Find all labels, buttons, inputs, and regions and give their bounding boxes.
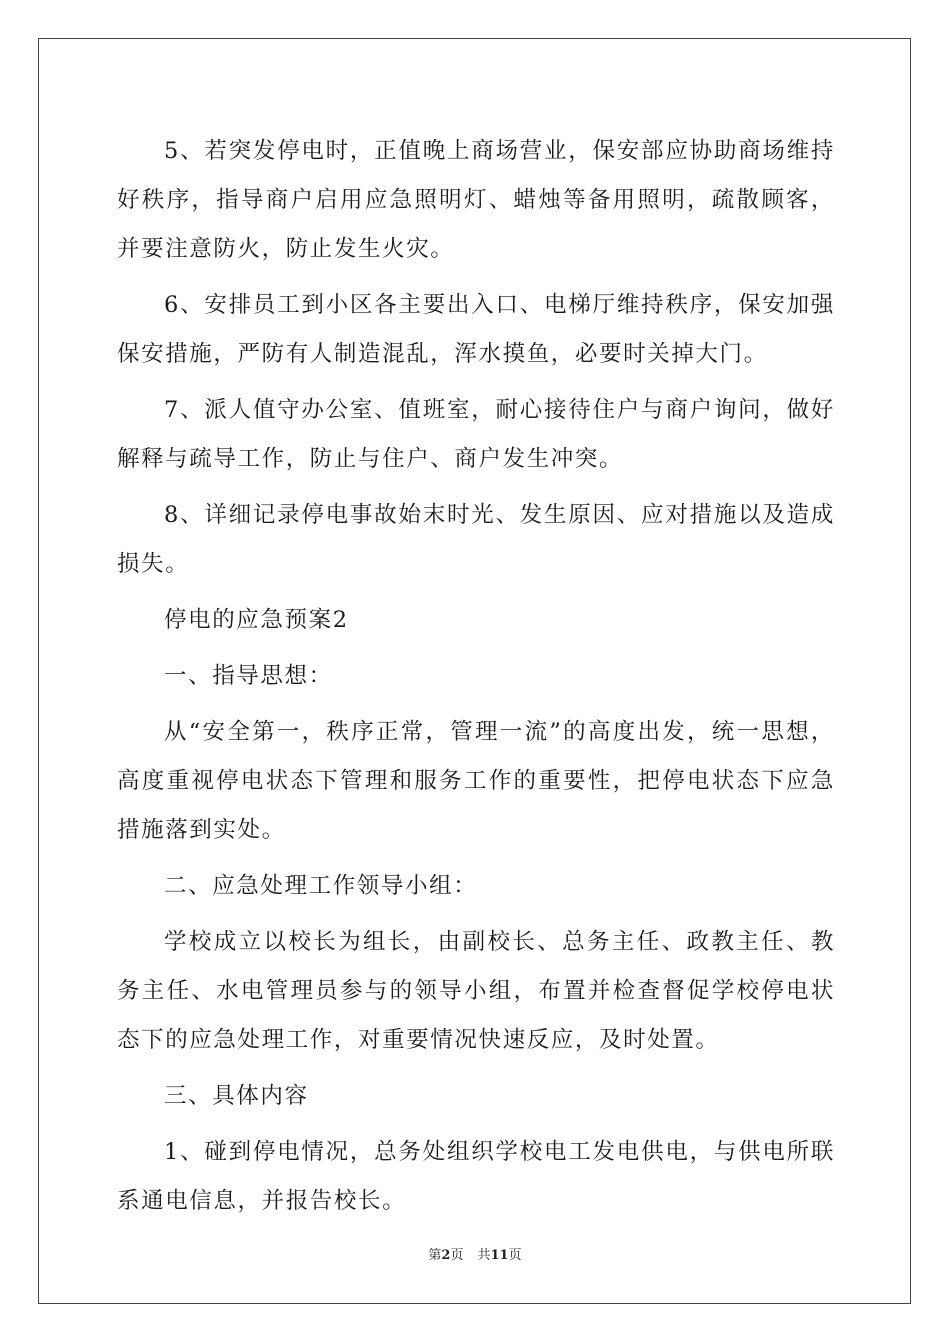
page-prefix: 第 xyxy=(428,1248,442,1263)
page-footer xyxy=(0,1247,950,1265)
heading-specific-content: 三、具体内容 xyxy=(164,1083,309,1109)
page-suffix: 页 xyxy=(450,1248,464,1263)
heading-guiding-thought: 一、指导思想： xyxy=(164,663,333,689)
total-suffix: 页 xyxy=(508,1248,522,1263)
paragraph-guiding-thought: 从“安全第一，秩序正常，管理一流”的高度出发，统一思想，高度重视停电状态下管理和服务工作的重要性，把停电状态下应急措施落到实处。 xyxy=(117,719,835,843)
total-prefix: 共 xyxy=(477,1248,491,1263)
paragraph-leadership-group: 学校成立以校长为组长，由副校长、总务主任、政教主任、教务主任、水电管理员参与的领导小组，布置并检查督促学校停电状态下的应急处理工作，对重要情况快速反应，及时处置。 xyxy=(117,929,835,1053)
heading-leadership-group: 二、应急处理工作领导小组： xyxy=(164,873,478,899)
paragraph-item-6: 6、安排员工到小区各主要出入口、电梯厅维持秩序，保安加强保安措施，严防有人制造混乱，浑水摸鱼，必要时关掉大门。 xyxy=(117,292,835,367)
total-pages: 11 xyxy=(490,1248,509,1263)
page-number: 2 xyxy=(441,1248,451,1263)
paragraph-content-item-1: 1、碰到停电情况，总务处组织学校电工发电供电，与供电所联系通电信息，并报告校长。 xyxy=(117,1139,835,1214)
paragraph-item-5: 5、若突发停电时，正值晚上商场营业，保安部应协助商场维持好秩序，指导商户启用应急照明灯、蜡烛等备用照明，疏散顾客，并要注意防火，防止发生火灾。 xyxy=(117,138,835,262)
paragraph-item-8: 8、详细记录停电事故始末时光、发生原因、应对措施以及造成损失。 xyxy=(117,502,835,577)
section-title: 停电的应急预案2 xyxy=(164,607,349,633)
document-body xyxy=(117,127,835,1233)
paragraph-item-7: 7、派人值守办公室、值班室，耐心接待住户与商户询问，做好解释与疏导工作，防止与住户、商户发生冲突。 xyxy=(117,397,835,472)
